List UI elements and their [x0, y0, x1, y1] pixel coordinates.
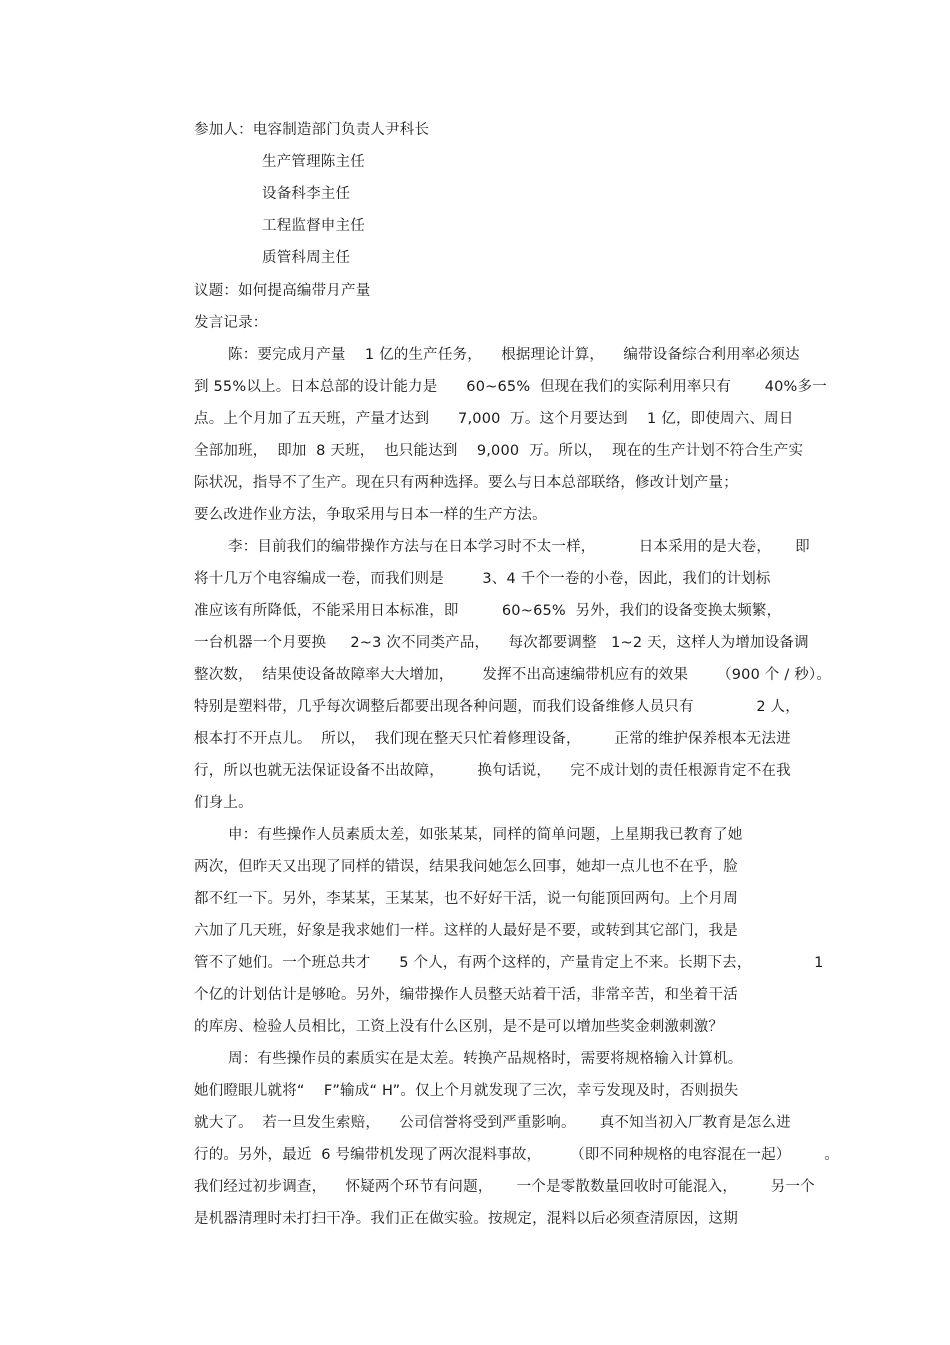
attendees-line: 参加人：电容制造部门负责人尹科长: [194, 122, 430, 138]
speech-zhou-line: 她们瞪眼儿就将“ F”输成“ H”。仅上个月就发现了三次，幸亏发现及时，否则损失: [194, 1083, 739, 1099]
speech-shen-line: 两次，但昨天又出现了同样的错误，结果我问她怎么回事，她却一点儿也不在乎，脸: [194, 859, 738, 875]
speech-li-line: 们身上。: [194, 795, 253, 811]
speech-chen-line: 陈：要完成月产量 1 亿的生产任务， 根据理论计算， 编带设备综合利用率必须达: [228, 347, 800, 363]
speech-li-line: 整次数， 结果使设备故障率大大增加， 发挥不出高速编带机应有的效果 （900 个 / 秒）。: [194, 667, 832, 683]
speech-chen-line: 点。上个月加了五天班，产量才达到 7,000 万。这个月要达到 1 亿，即使周六、周日: [194, 411, 794, 427]
speech-zhou-line: 是机器清理时未打扫干净。我们正在做实验。按规定，混料以后必须查清原因，这期: [194, 1211, 738, 1227]
speech-zhou-line: 我们经过初步调查， 怀疑两个环节有问题， 一个是零散数量回收时可能混入， 另一个: [194, 1179, 815, 1195]
speech-li-line: 特别是塑料带，几乎每次调整后都要出现各种问题，而我们设备维修人员只有 2 人，: [194, 699, 800, 715]
attendee-item: 设备科李主任: [262, 186, 351, 202]
speech-li-line: 将十几万个电容编成一卷，而我们则是 3、4 千个一卷的小卷，因此，我们的计划标: [194, 571, 771, 587]
topic-line: 议题：如何提高编带月产量: [194, 283, 371, 299]
attendee-item: 生产管理陈主任: [262, 154, 365, 170]
speech-shen-line: 管不了她们。一个班总共才 5 个人，有两个这样的，产量肯定上不来。长期下去， 1: [194, 955, 824, 971]
speech-li-line: 李：目前我们的编带操作方法与在日本学习时不太一样， 日本采用的是大卷， 即: [228, 539, 810, 555]
speech-chen-line: 要么改进作业方法，争取采用与日本一样的生产方法。: [194, 507, 547, 523]
speech-li-line: 根本打不开点儿。 所以， 我们现在整天只忙着修理设备， 正常的维护保养根本无法进: [194, 731, 791, 747]
speech-zhou-line: 就大了。 若一旦发生索赔， 公司信誉将受到严重影响。 真不知当初入厂教育是怎么进: [194, 1115, 791, 1131]
speech-shen-line: 个亿的计划估计是够呛。另外，编带操作人员整天站着干活，非常辛苦，和坐着干活: [194, 987, 738, 1003]
speech-li-line: 行，所以也就无法保证设备不出故障， 换句话说， 完不成计划的责任根源肯定不在我: [194, 763, 791, 779]
speech-zhou-line: 行的。另外，最近 6 号编带机发现了两次混料事故， （即不同种规格的电容混在一起） 。: [194, 1147, 839, 1163]
speech-zhou-line: 周：有些操作员的素质实在是太差。转换产品规格时，需要将规格输入计算机。: [228, 1051, 743, 1067]
speech-chen-line: 全部加班， 即加 8 天班， 也只能达到 9,000 万。所以， 现在的生产计划不符合生产实: [194, 443, 804, 459]
speech-chen-line: 到 55%以上。日本总部的设计能力是 60~65% 但现在我们的实际利用率只有 40%多一: [194, 379, 827, 395]
record-label: 发言记录：: [194, 315, 268, 331]
attendee-item: 工程监督申主任: [262, 218, 365, 234]
speech-li-line: 准应该有所降低，不能采用日本标准，即 60~65% 另外，我们的设备变换太频繁，: [194, 603, 782, 619]
speech-shen-line: 六加了几天班，好象是我求她们一样。这样的人最好是不要，或转到其它部门，我是: [194, 923, 738, 939]
speech-shen-line: 的库房、检验人员相比，工资上没有什么区别，是不是可以增加些奖金刺激刺激？: [194, 1019, 724, 1035]
attendee-item: 质管科周主任: [262, 250, 351, 266]
speech-shen-line: 都不红一下。另外，李某某，王某某，也不好好干活，说一句能顶回两句。上个月周: [194, 891, 738, 907]
speech-shen-line: 申：有些操作人员素质太差，如张某某，同样的简单问题，上星期我已教育了她: [228, 827, 743, 843]
speech-chen-line: 际状况，指导不了生产。现在只有两种选择。要么与日本总部联络，修改计划产量；: [194, 475, 738, 491]
speech-li-line: 一台机器一个月要换 2~3 次不同类产品， 每次都要调整 1~2 天，这样人为增加设备调: [194, 635, 809, 651]
